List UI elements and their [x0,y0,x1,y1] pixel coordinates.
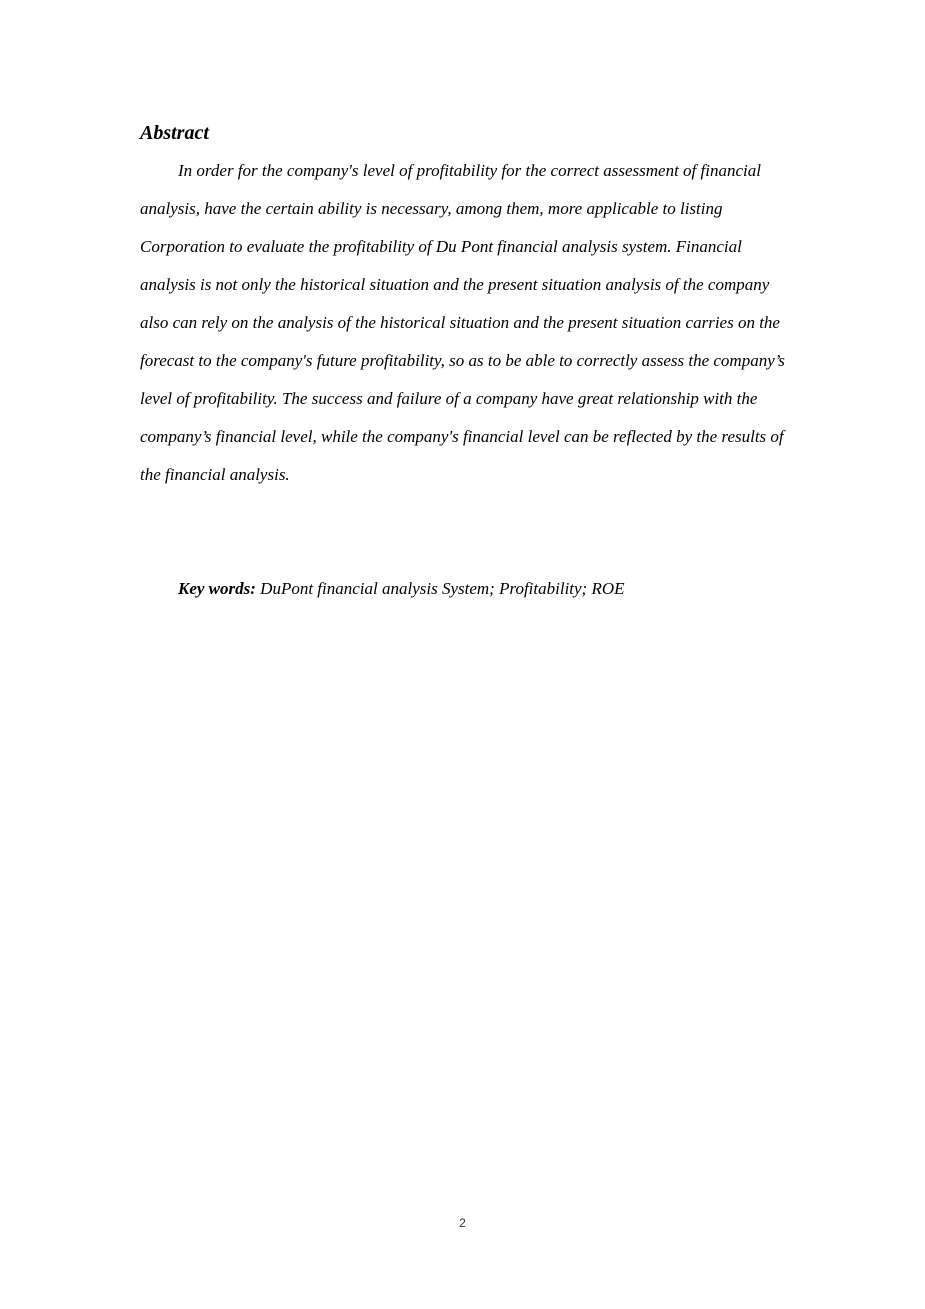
abstract-heading: Abstract [140,122,209,144]
page-number: 2 [459,1216,466,1230]
keywords-label: Key words: [178,579,256,598]
abstract-body: In order for the company's level of profitability for the correct assessment of financial analysis, have the certain ability is necessary, among them, more applicable to listing Corporation to evaluate the profitability of Du Pont financial analysis system. Financial analysis is not only the historical situation and the present situation analysis of the company also can rely on the analysis of the historical situation and the present situation carries on the forecast to the company's future profitability, so as to be able to correctly assess the company’s level of profitability. The success and failure of a company have great relationship with the company’s financial level, while the company's financial level can be reflected by the results of the financial analysis. [140,161,785,484]
keywords-line [178,576,625,602]
keywords-text: DuPont financial analysis System; Profitability; ROE [255,579,625,598]
